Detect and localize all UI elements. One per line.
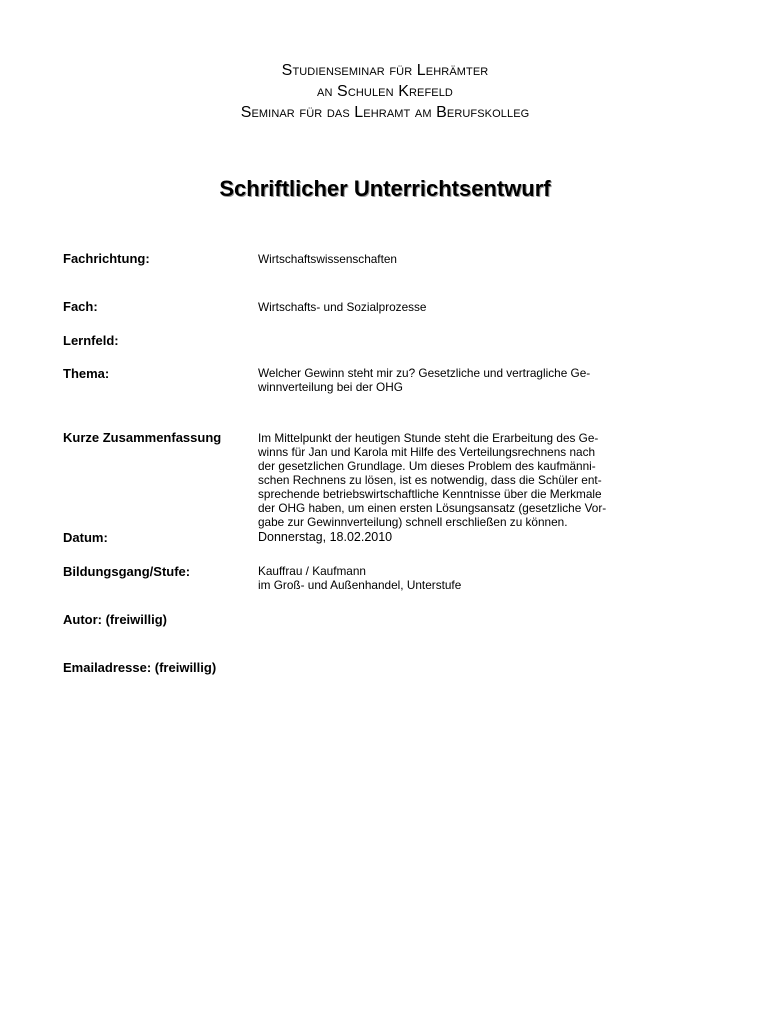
email-label: Emailadresse: (freiwillig) — [63, 660, 217, 675]
fachrichtung-label: Fachrichtung: — [63, 251, 150, 266]
seminar-header — [0, 60, 770, 123]
datum-value: Donnerstag, 18.02.2010 — [258, 530, 393, 544]
document-title: Schriftlicher Unterrichtsentwurf — [219, 176, 551, 201]
thema-value: Welcher Gewinn steht mir zu? Gesetzliche und vertragliche Ge- winnverteilung bei der OHG — [258, 366, 591, 394]
fachrichtung-value: Wirtschaftswissenschaften — [258, 252, 397, 266]
bildungsgang-value: Kauffrau / Kaufmann im Groß- und Außenhandel, Unterstufe — [258, 564, 462, 592]
header-line-2: an Schulen Krefeld — [317, 83, 453, 100]
autor-label: Autor: (freiwillig) — [63, 612, 167, 627]
datum-label: Datum: — [63, 530, 108, 545]
bildungsgang-label: Bildungsgang/Stufe: — [63, 564, 191, 579]
lernfeld-label: Lernfeld: — [63, 333, 119, 348]
header-line-3: Seminar für das Lehramt am Berufskolleg — [240, 104, 530, 121]
header-line-1: Studienseminar für Lehrämter — [281, 62, 489, 79]
fach-label: Fach: — [63, 299, 98, 314]
thema-label: Thema: — [63, 366, 110, 381]
zusammenfassung-label: Kurze Zusammenfassung — [63, 430, 222, 445]
zusammenfassung-value: Im Mittelpunkt der heutigen Stunde steht die Erarbeitung des Ge- winns für Jan und Karola mit Hilfe des Verteilungsrechnens nach der gesetzlichen Grundlage. Um dieses Problem des kaufmänni- schen Rechnens zu lösen, ist es notwendig, dass die Schüler ent- sprechende betriebswirtschaftliche Kenntnisse über die Merkmale der OHG haben, um einen ersten Lösungsansatz (gesetzliche Vor- gabe zur Gewinnverteilung) schnell erschließen zu können. — [258, 431, 607, 529]
fach-value: Wirtschafts- und Sozialprozesse — [258, 300, 427, 314]
